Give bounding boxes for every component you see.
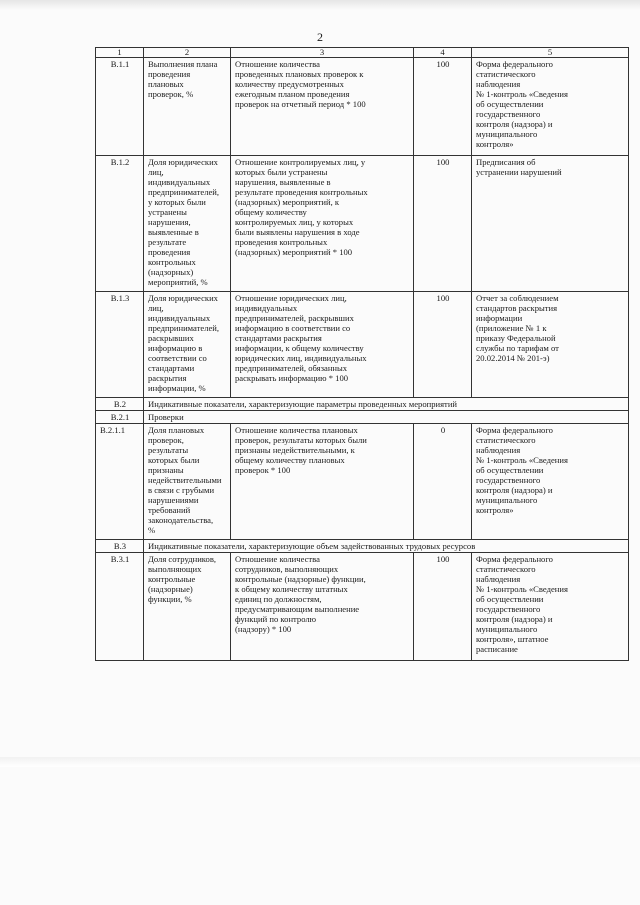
- page-number: 2: [317, 30, 323, 44]
- subsection-title: Проверки: [144, 411, 629, 424]
- section-code: В.2: [96, 398, 144, 411]
- section-title: Индикативные показатели, характеризующие объем задействованных трудовых ресурсов: [144, 540, 629, 553]
- indicator-code: В.1.1: [96, 58, 144, 156]
- section-title: Индикативные показатели, характеризующие параметры проведенных мероприятий: [144, 398, 629, 411]
- column-header: 4: [414, 48, 472, 58]
- indicator-formula: Отношение юридических лиц, индивидуальных предпринимателей, раскрывших информацию в соответствии со стандартами раскрытия информации, к общему количеству юридических лиц, индивидуальных предпринимателей, обязанных раскрывать информацию * 100: [231, 292, 414, 398]
- indicator-name: Доля сотрудников, выполняющих контрольные (надзорные) функции, %: [144, 553, 231, 661]
- indicator-target-value: 100: [414, 553, 472, 661]
- indicator-target-value: 100: [414, 292, 472, 398]
- indicator-formula: Отношение количества проведенных плановых проверок к количеству предусмотренных ежегодным планом проведения проверок на отчетный период * 100: [231, 58, 414, 156]
- section-row: [96, 398, 629, 411]
- table-row: [96, 156, 629, 292]
- indicator-formula: Отношение контролируемых лиц, у которых были устранены нарушения, выявленные в результате проведения контрольных (надзорных) мероприятий, к общему количеству контролируемых лиц, у которых были выявлены нарушения в ходе проведения контрольных (надзорных) мероприятий * 100: [231, 156, 414, 292]
- indicator-data-source: Форма федерального статистического наблюдения № 1-контроль «Сведения об осуществлении государственного контроля (надзора) и муниципального контроля»: [472, 58, 629, 156]
- indicator-target-value: 100: [414, 156, 472, 292]
- subsection-row: [96, 411, 629, 424]
- indicator-data-source: Форма федерального статистического наблюдения № 1-контроль «Сведения об осуществлении государственного контроля (надзора) и муниципального контроля»: [472, 424, 629, 540]
- indicator-target-value: 100: [414, 58, 472, 156]
- indicator-name: Выполнения плана проведения плановых проверок, %: [144, 58, 231, 156]
- indicator-data-source: Предписания об устранении нарушений: [472, 156, 629, 292]
- section-row: [96, 540, 629, 553]
- indicator-name: Доля плановых проверок, результаты которых были признаны недействительными в связи с грубыми нарушениями требований законодательства, %: [144, 424, 231, 540]
- column-header: 3: [231, 48, 414, 58]
- scan-edge-bottom: [0, 757, 640, 767]
- subsection-code: В.2.1: [96, 411, 144, 424]
- indicator-code: В.1.3: [96, 292, 144, 398]
- indicators-table: [95, 47, 629, 661]
- indicator-name: Доля юридических лиц, индивидуальных предпринимателей, раскрывших информацию в соответствии со стандартами раскрытия информации, %: [144, 292, 231, 398]
- column-header: 5: [472, 48, 629, 58]
- table-row: [96, 424, 629, 540]
- table-row: [96, 292, 629, 398]
- indicator-data-source: Форма федерального статистического наблюдения № 1-контроль «Сведения об осуществлении государственного контроля (надзора) и муниципального контроля», штатное расписание: [472, 553, 629, 661]
- indicator-code: В.2.1.1: [96, 424, 144, 540]
- indicator-target-value: 0: [414, 424, 472, 540]
- indicator-data-source: Отчет за соблюдением стандартов раскрытия информации (приложение № 1 к приказу Федеральной службы по тарифам от 20.02.2014 № 201-э): [472, 292, 629, 398]
- column-header: 2: [144, 48, 231, 58]
- indicator-name: Доля юридических лиц, индивидуальных предпринимателей, у которых были устранены нарушения, выявленные в результате проведения контрольных (надзорных) мероприятий, %: [144, 156, 231, 292]
- table-row: [96, 553, 629, 661]
- table-row: [96, 58, 629, 156]
- indicator-formula: Отношение количества сотрудников, выполняющих контрольные (надзорные) функции, к общему количеству штатных единиц по должностям, предусматривающим выполнение функций по контролю (надзору) * 100: [231, 553, 414, 661]
- indicator-formula: Отношение количества плановых проверок, результаты которых были признаны недействительными, к общему количеству плановых проверок * 100: [231, 424, 414, 540]
- indicator-code: В.1.2: [96, 156, 144, 292]
- section-code: В.3: [96, 540, 144, 553]
- column-header: 1: [96, 48, 144, 58]
- scan-edge-top: [0, 0, 640, 10]
- indicator-code: В.3.1: [96, 553, 144, 661]
- table-header-row: [96, 48, 629, 58]
